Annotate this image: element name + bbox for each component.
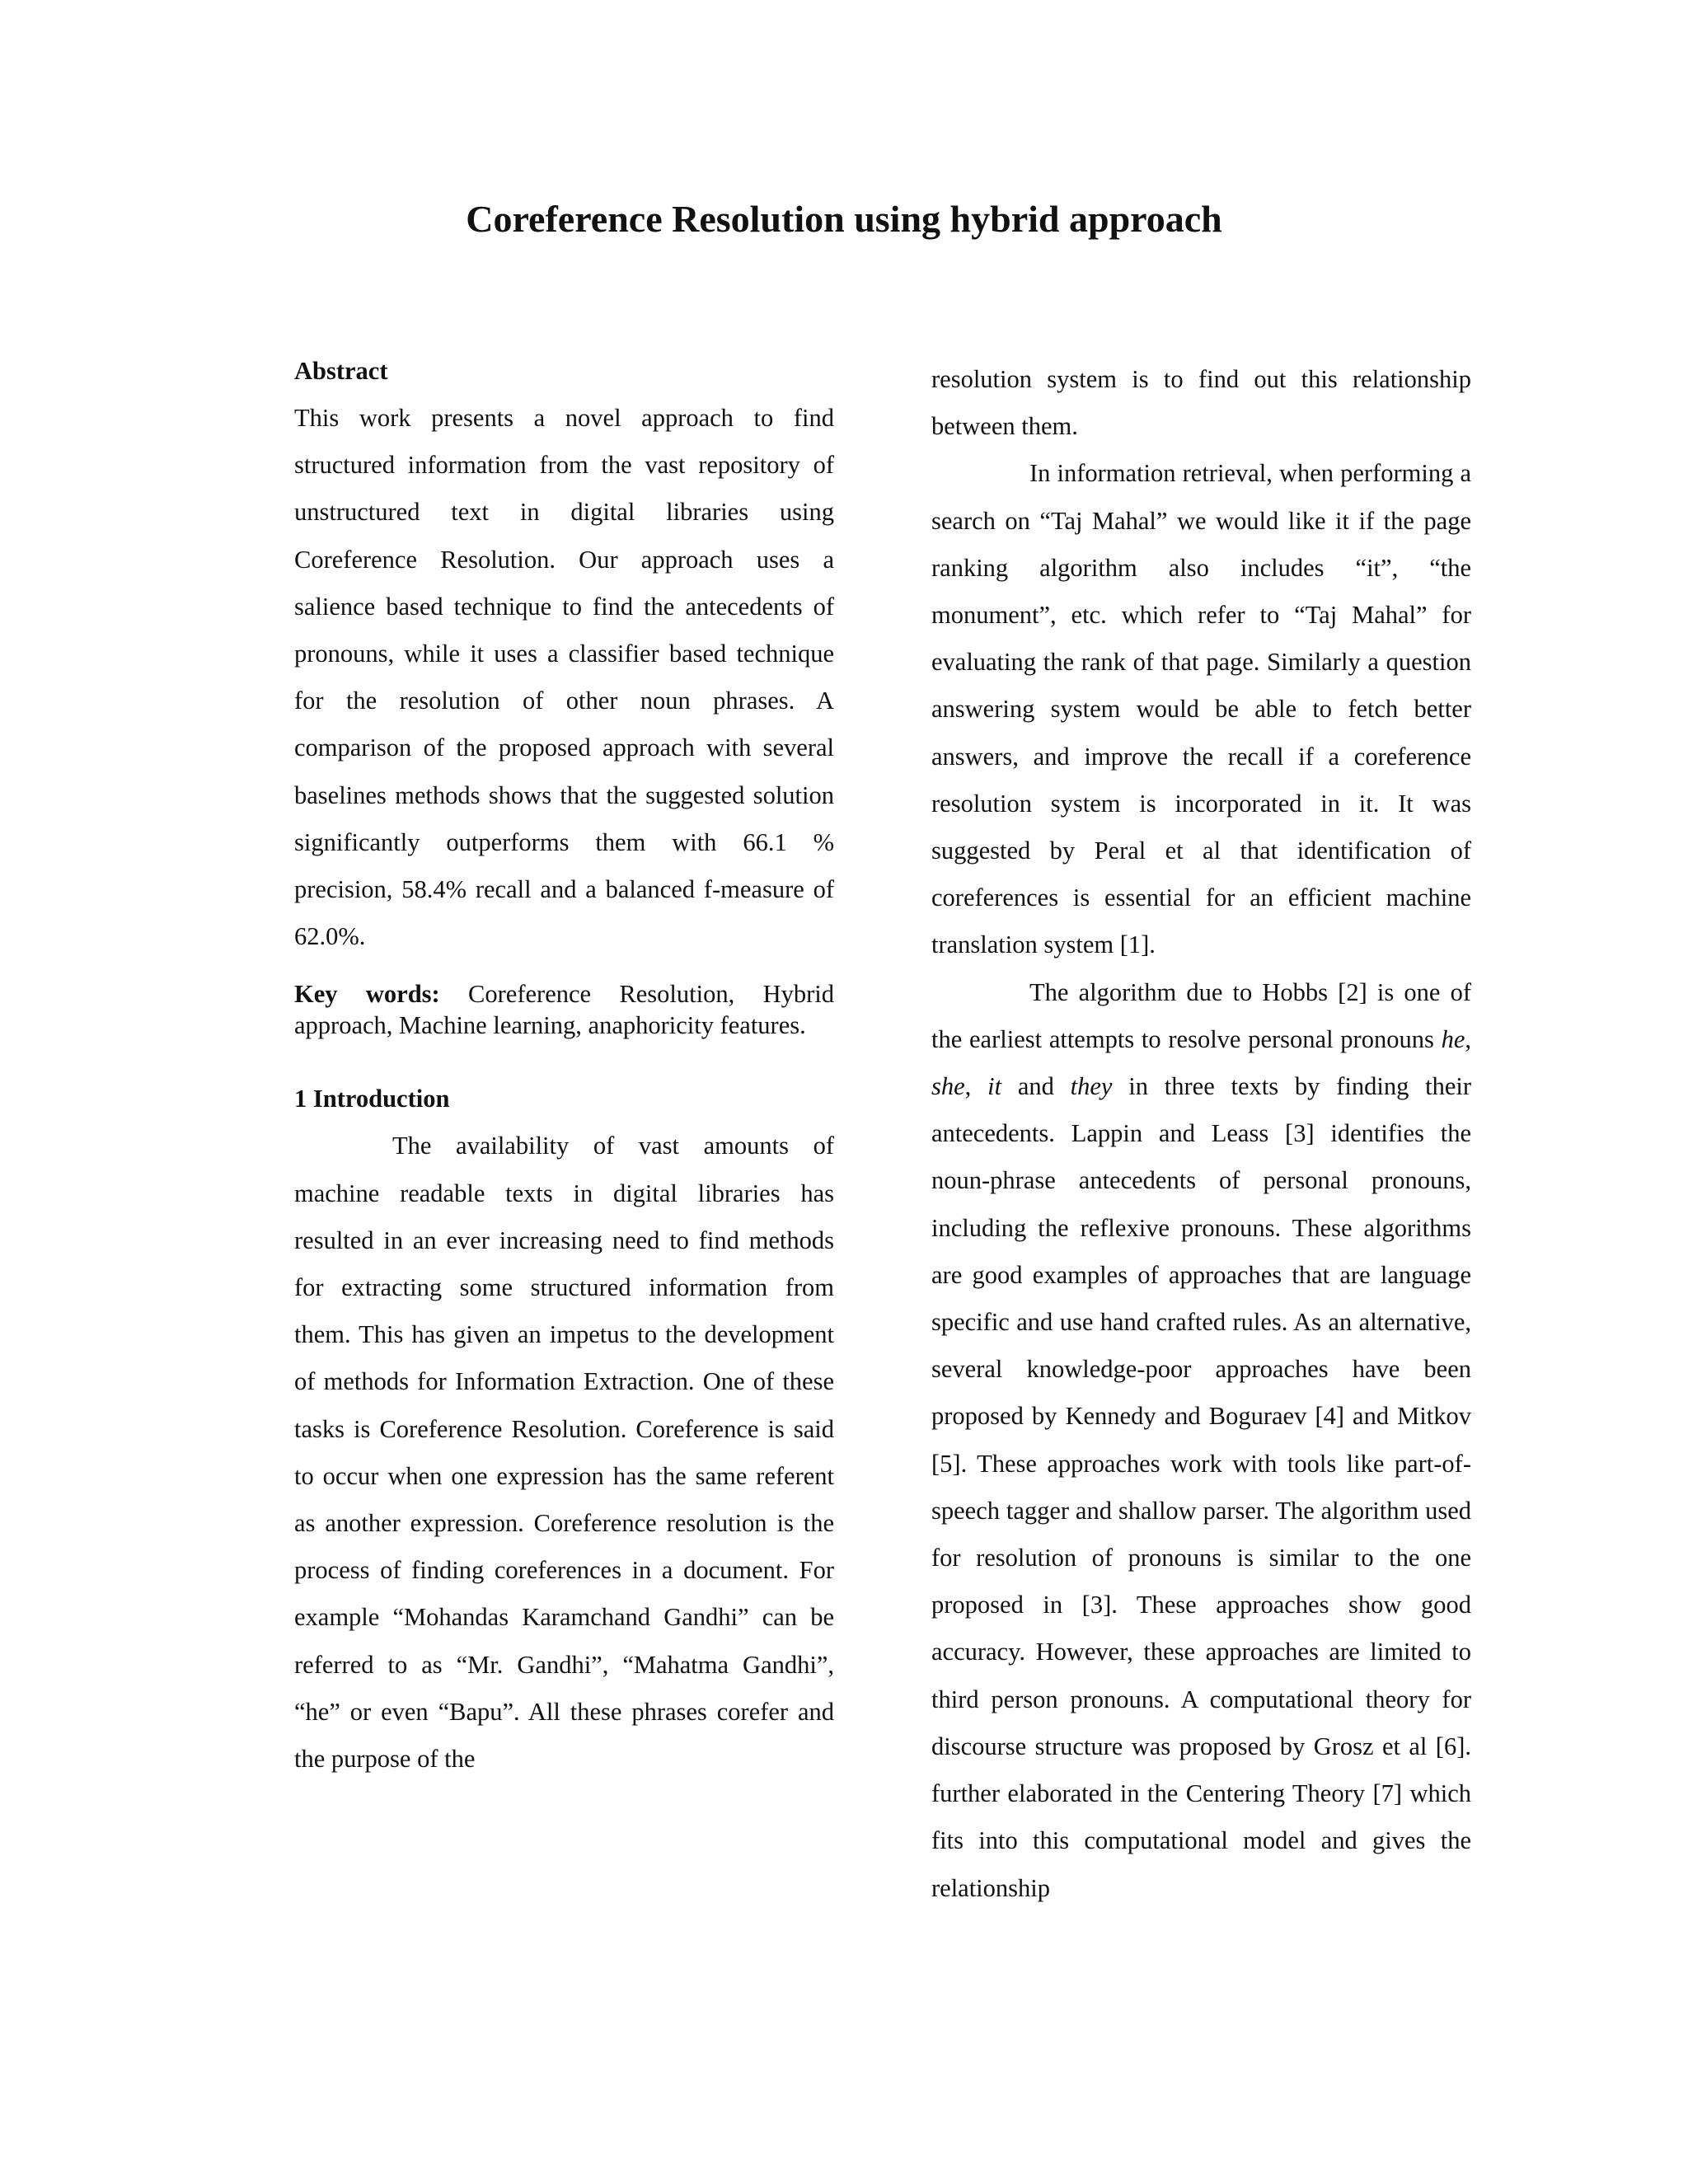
keywords-text: Coreference Resolution, Hybrid approach, Machine learning, anaphoricity features. bbox=[294, 980, 834, 1040]
pronoun-it: it bbox=[987, 1072, 1002, 1101]
paper-title: Coreference Resolution using hybrid approach bbox=[466, 198, 1222, 240]
pronoun-she: she bbox=[931, 1072, 965, 1101]
abstract-heading: Abstract bbox=[294, 357, 388, 385]
pronoun-he: he bbox=[1441, 1024, 1465, 1053]
introduction-paragraph-1-end: resolution system is to find out this relationship between them. bbox=[931, 365, 1471, 441]
keywords-label: Key words: bbox=[294, 980, 440, 1009]
para3-text-b: in three texts by finding their antecedents. Lappin and Leass [3] identifies the noun-phrase antecedents of personal pronouns, including the reflexive pronouns. These algorithms are good examples of approaches that are language specific and use hand crafted rules. As an alternative, several knowledge-poor approaches have been proposed by Kennedy and Boguraev [4] and Mitkov [5]. These approaches work with tools like part-of-speech tagger and shallow parser. The algorithm used for resolution of pronouns is similar to the one proposed in [3]. These approaches show good accuracy. However, these approaches are limited to third person pronouns. A computational theory for discourse structure was proposed by Grosz et al [6]. further elaborated in the Centering Theory [7] which fits into this computational model and gives the relationship bbox=[931, 1072, 1472, 1902]
section-heading-introduction: 1 Introduction bbox=[294, 1085, 450, 1113]
para3-comma-1: , bbox=[1465, 1024, 1471, 1053]
abstract-text: This work presents a novel approach to find structured information from the vast repository of unstructured text in digital libraries using Coreference Resolution. Our approach uses a salience based technique to find the antecedents of pronouns, while it uses a classifier based technique for the resolution of other noun phrases. A comparison of the proposed approach with several baselines methods shows that the suggested solution significantly outperforms them with 66.1 % precision, 58.4% recall and a balanced f-measure of 62.0%. bbox=[294, 404, 834, 951]
para3-and: and bbox=[1001, 1072, 1071, 1101]
left-column bbox=[294, 354, 834, 1783]
para3-comma-2: , bbox=[964, 1072, 988, 1101]
para3-text-a: The algorithm due to Hobbs [2] is one of the earliest attempts to resolve personal pronouns bbox=[931, 977, 1471, 1053]
introduction-paragraph-3 bbox=[931, 969, 1471, 1912]
right-column bbox=[931, 354, 1471, 1912]
keywords bbox=[294, 978, 834, 1041]
pronoun-they: they bbox=[1070, 1072, 1113, 1101]
introduction-paragraph-1-start: The availability of vast amounts of machine readable texts in digital libraries has resulted in an ever increasing need to find methods for extracting some structured information from them. This has given an impetus to the development of methods for Information Extraction. One of these tasks is Coreference Resolution. Coreference is said to occur when one expression has the same referent as another expression. Coreference resolution is the process of finding coreferences in a document. For example “Mohandas Karamchand Gandhi” can be referred to as “Mr. Gandhi”, “Mahatma Gandhi”, “he” or even “Bapu”. All these phrases corefer and the purpose of the bbox=[294, 1132, 834, 1774]
introduction-paragraph-2: In information retrieval, when performing a search on “Taj Mahal” we would like it if the page ranking algorithm also includes “it”, “the monument”, etc. which refer to “Taj Mahal” for evaluating the rank of that page. Similarly a question answering system would be able to fetch better answers, and improve the recall if a coreference resolution system is incorporated in it. It was suggested by Peral et al that identification of coreferences is essential for an efficient machine translation system [1]. bbox=[931, 459, 1471, 959]
